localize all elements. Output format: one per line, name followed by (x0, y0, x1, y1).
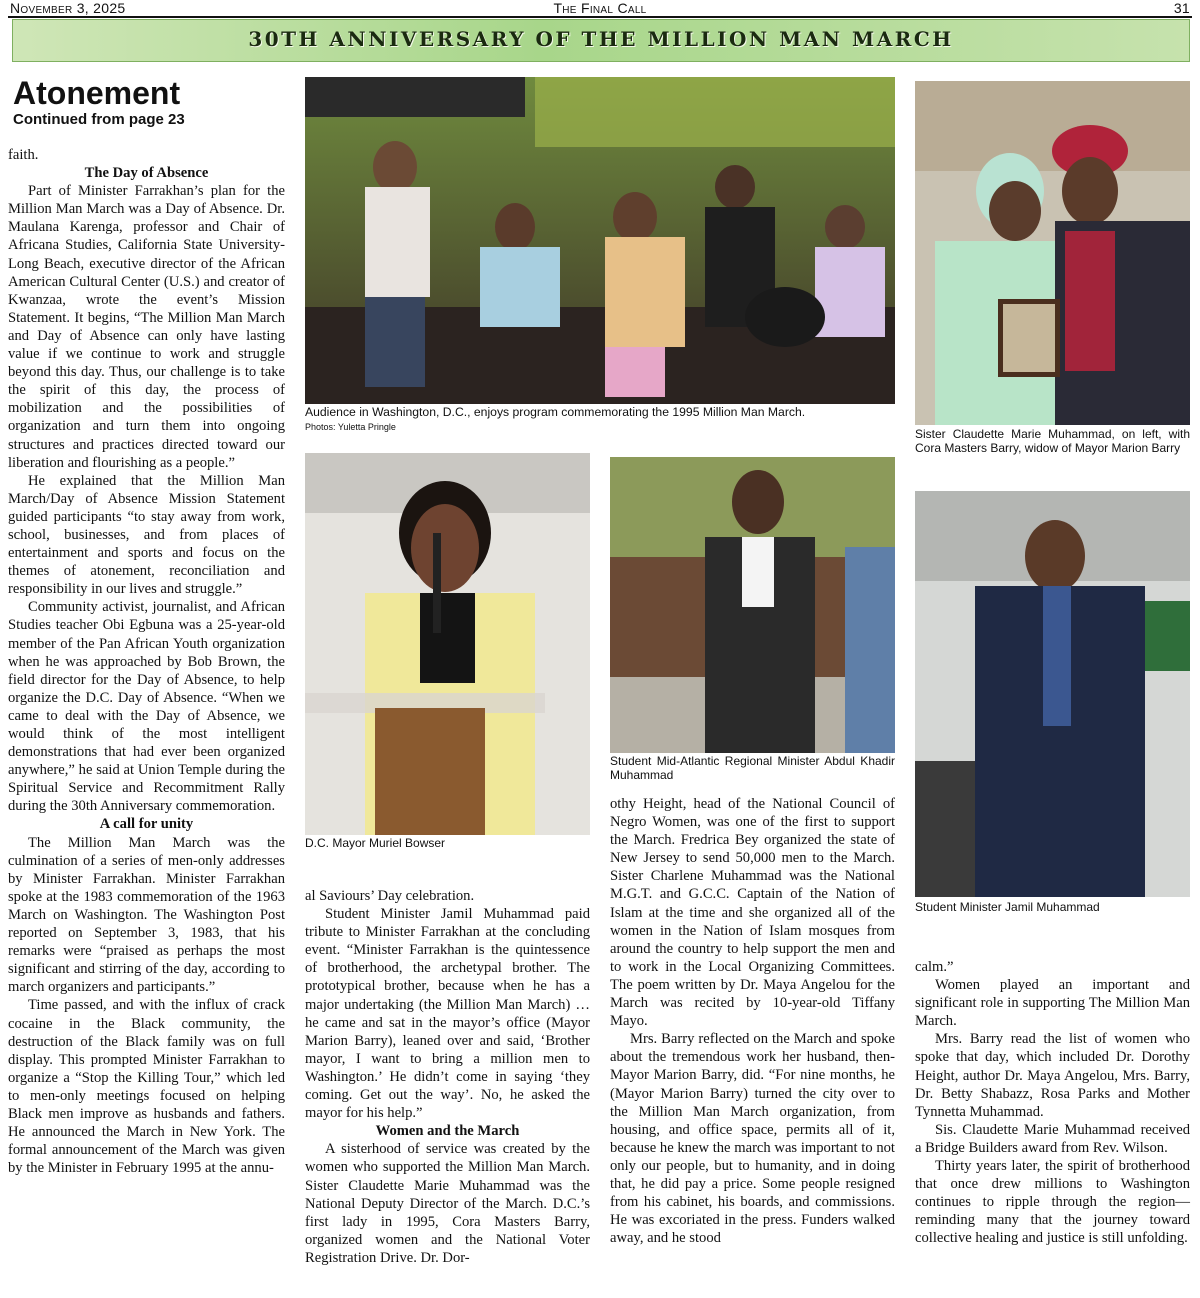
paragraph: A sisterhood of service was created by the women who supported the Million Man March. Sister Claudette Marie Muhammad was the National Deputy Director of the March. D.C.’s first lady in 1995, Cora Masters Barry, organized women and the National Voter Registration Drive. Dr. Dor- (305, 1141, 590, 1266)
audience-photo-caption: Audience in Washington, D.C., enjoys program commemorating the 1995 Million Man March. (305, 405, 806, 419)
section-banner-title: 30TH ANNIVERSARY OF THE MILLION MAN MARCH (248, 27, 954, 51)
claudette-cora-photo (915, 81, 1190, 425)
page-header (8, 0, 1192, 17)
paragraph: al Saviours’ Day celebration. (305, 888, 475, 904)
mayor-bowser-photo (305, 453, 590, 835)
paragraph: Community activist, journalist, and African Studies teacher Obi Egbuna was a 25-year-old member of the Pan African Youth organization when he was approached by Bob Brown, the field director for the Day of Absence, to help organize the D.C. Day of Absence. “When we came to deal with the Day of Absence, we would think of the most intelligent demonstrations that had ever been organized anywhere,” he said at Union Temple during the Spiritual Service and Recommitment Rally during the 30th Anniversary commemoration. (8, 599, 285, 815)
publication-name: The Final Call (553, 0, 647, 16)
photo-credit: Photos: Yuletta Pringle (305, 422, 396, 432)
audience-photo (305, 77, 895, 404)
paragraph: Time passed, and with the influx of crack cocaine in the Black community, the destruction of the Black family was on full display. This prompted Minister Farrakhan to organize a “Stop the Killing Tour,” which led to men-only meetings focused on helping Black men improve as husbands and fathers. He announced the March in New York. The formal announcement of the March was given by the Minister in February 1995 at the annu- (8, 997, 285, 1177)
subheading-call-for-unity: A call for unity (99, 816, 194, 833)
abdul-khadir-photo (610, 457, 895, 753)
paragraph: Part of Minister Farrakhan’s plan for the Million Man March was a Day of Absence. Dr. Maulana Karenga, professor and Chair of Africana Studies, California State University-Long Beach, executive director of the African American Cultural Center (U.S.) and creator of Kwanzaa, wrote the event’s Mission Statement. It begins, “The Million Man March and Day of Absence can only have lasting value if we continue to work and struggle beyond this day. Thus, our challenge is to take the spirit of this day, the process of mobilization and the possibilities of organization and turn them into ongoing structures and practices directed toward our liberation and flourishing as a people.” (8, 183, 285, 471)
article-headline: Atonement (13, 75, 181, 111)
paragraph: Mrs. Barry read the list of women who spoke that day, which included Dr. Dorothy Height, author Dr. Maya Angelou, Mrs. Barry, Dr. Betty Shabazz, Rosa Parks and Mother Tynnetta Muhammad. (915, 1031, 1190, 1120)
paragraph: Student Minister Jamil Muhammad paid tribute to Minister Farrakhan at the concluding event. “Minister Farrakhan is the quintessence of brotherhood, the archetypal brother. The prototypical brother, because when he has a major undertaking (the Million Man March) … he came and sat in the mayor’s office (Mayor Marion Barry), leaned over and said, ‘Brother mayor, I want to bring a million men to Washington.’ He didn’t come in saying ‘they coming. Get out the way’. No, he asked the mayor for his help.” (305, 906, 590, 1122)
paragraph: Sis. Claudette Marie Muhammad received a Bridge Builders award from Rev. Wilson. (915, 1121, 1190, 1156)
subheading-women-and-the-march: Women and the March (375, 1123, 520, 1140)
paragraph: Mrs. Barry reflected on the March and spoke about the tremendous work her husband, then-Mayor Marion Barry, did. “For nine months, he (Mayor Marion Barry) turned the city over to the Million Man March organization, from housing, and office space, permits all of it, because he knew the march was important to not only our people, but to humanity, and in doing that, he did pay a price. Some people resigned from his cabinet, his boards, and commissions. He was excoriated in the press. Funders walked away, and he stood (610, 1031, 895, 1247)
paragraph: faith. (8, 147, 39, 163)
article-column-4 (915, 958, 1190, 1248)
paragraph: calm.” (915, 959, 954, 975)
jamil-muhammad-photo (915, 491, 1190, 897)
issue-date: November 3, 2025 (10, 0, 126, 16)
paragraph: He explained that the Million Man March/Day of Absence Mission Statement guided participants “to stay away from work, school, businesses, and from places of entertainment and sports and focus on the themes of atonement, reconciliation and responsibility in our lives and struggle.” (8, 472, 285, 598)
header-rule (8, 16, 1192, 18)
jamil-muhammad-caption: Student Minister Jamil Muhammad (915, 900, 1100, 914)
paragraph: The Million Man March was the culmination of a series of men-only addresses by Minister Farrakhan. Minister Farrakhan spoke at the 1983 commemoration of the 1963 March on Washington. The Washington Post reported on September 3, 1983, that his remarks were “praised as perhaps the most significant and stirring of the day, according to march organizers and participants.” (8, 834, 285, 996)
page-number: 31 (1173, 0, 1190, 16)
article-column-2 (305, 887, 590, 1267)
section-banner (12, 19, 1190, 62)
paragraph: Thirty years later, the spirit of brotherhood that once drew millions to Washington continues to ripple through the region—reminding many that the journey toward collective healing and justice is still unfolding. (915, 1158, 1190, 1247)
paragraph: Women played an important and significant role in supporting The Million Man March. (915, 977, 1190, 1030)
article-column-3 (610, 795, 895, 1247)
subheading-day-of-absence: The Day of Absence (84, 165, 209, 182)
mayor-bowser-caption: D.C. Mayor Muriel Bowser (305, 836, 446, 850)
claudette-cora-caption: Sister Claudette Marie Muhammad, on left, with Cora Masters Barry, widow of Mayor Marion Barry (915, 427, 1190, 455)
continued-from-label: Continued from page 23 (13, 111, 185, 128)
article-column-1 (8, 146, 285, 1177)
abdul-khadir-caption: Student Mid-Atlantic Regional Minister Abdul Khadir Muhammad (610, 754, 895, 782)
paragraph: othy Height, head of the National Council of Negro Women, was one of the first to support the March. Fredrica Bey organized the state of New Jersey to send 50,000 men to the March. Sister Charlene Muhammad was the National M.G.T. and G.C.C. Captain of the Nation of Islam at the time and she organized all of the women in the Nation of Islam mosques from around the country to help support the men and to work in the Local Organizing Committees. The poem written by Dr. Maya Angelou for the March was recited by 10-year-old Tiffany Mayo. (610, 796, 895, 1030)
